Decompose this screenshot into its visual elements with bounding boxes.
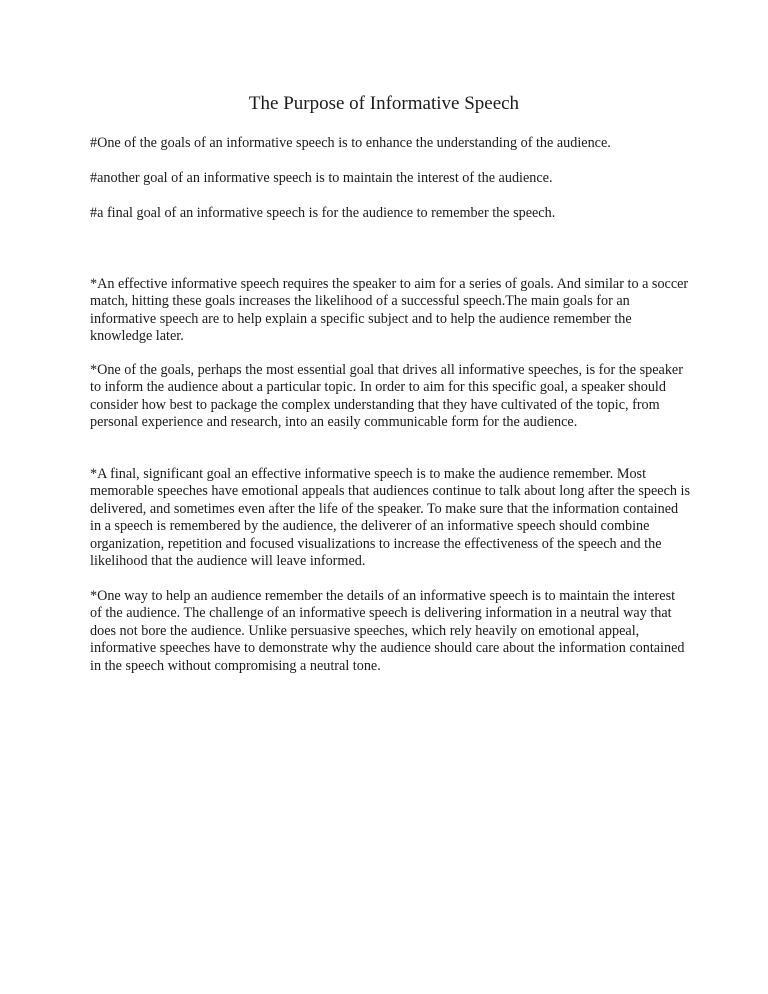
paragraph-3: *A final, significant goal an effective informative speech is to make the audience remember. Most memorable speeches have emotional appeals that audiences continue to talk about long after the speech is delivered, and sometimes even after the life of the speaker. To make sure that the information contained in a speech is remembered by the audience, the deliverer of an informative speech should combine organization, repetition and focused visualizations to increase the effectiveness of the speech and the likelihood that the audience will leave informed.	[90, 466, 690, 570]
goal-line-3: #a final goal of an informative speech is for the audience to remember the speech.	[90, 205, 556, 221]
paragraph-2: *One of the goals, perhaps the most essential goal that drives all informative speeches, is for the speaker to inform the audience about a particular topic. In order to aim for this specific goal, a speaker should consider how best to package the complex understanding that they have cultivated of the topic, from personal experience and research, into an easily communicable form for the audience.	[90, 362, 683, 431]
goal-line-1: #One of the goals of an informative speech is to enhance the understanding of the audience.	[90, 135, 611, 151]
goal-line-2: #another goal of an informative speech is to maintain the interest of the audience.	[90, 170, 553, 186]
paragraph-4: *One way to help an audience remember the details of an informative speech is to maintain the interest of the audience. The challenge of an informative speech is delivering information in a neutral way that does not bore the audience. Unlike persuasive speeches, which rely heavily on emotional appeal, informative speeches have to demonstrate why the audience should care about the information contained in the speech without compromising a neutral tone.	[90, 588, 685, 674]
paragraph-1: *An effective informative speech requires the speaker to aim for a series of goals. And similar to a soccer match, hitting these goals increases the likelihood of a successful speech.The main goals for an informative speech are to help explain a specific subject and to help the audience remember the knowledge later.	[90, 276, 689, 345]
page-title: The Purpose of Informative Speech	[248, 93, 520, 114]
